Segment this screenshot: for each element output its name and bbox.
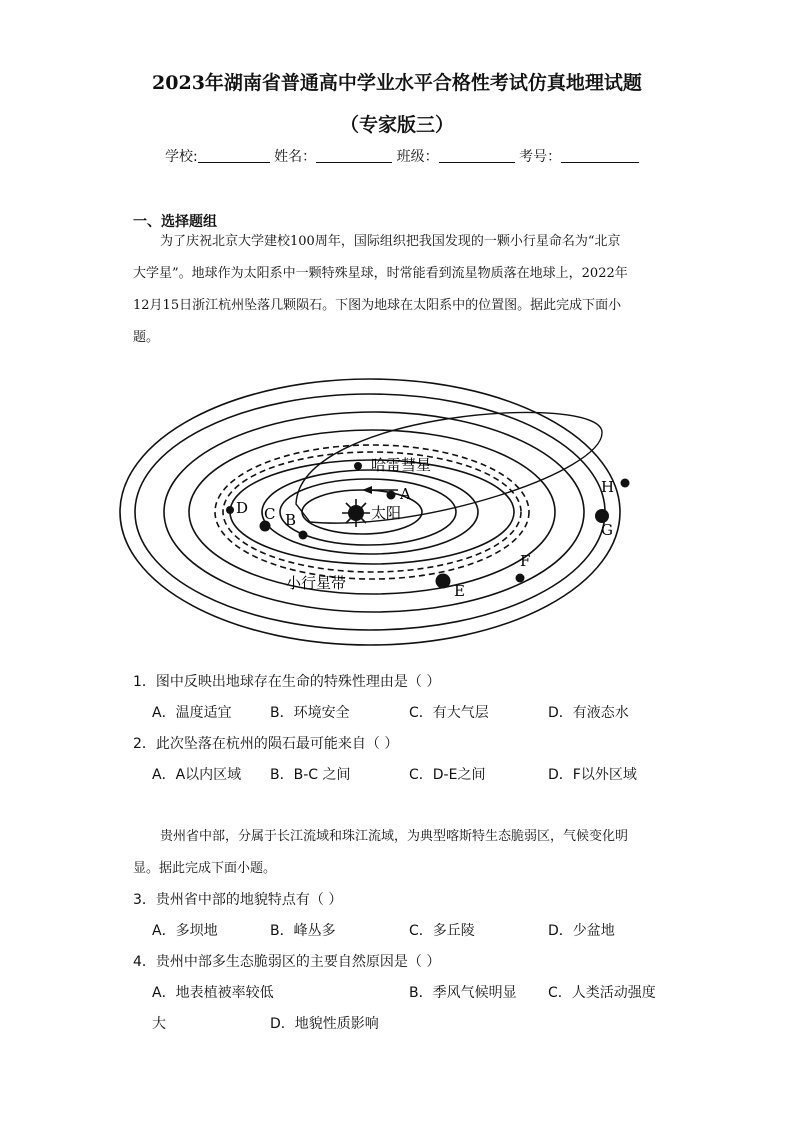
planet-g-label: G (601, 521, 613, 539)
question-4-option-a[interactable]: A．地表植被率较低 (152, 985, 274, 1001)
question-1-option-d[interactable]: D．有液态水 (548, 705, 629, 721)
planet-f (516, 574, 525, 583)
asteroid-belt-label: 小行星带 (286, 574, 347, 592)
question-4-stem: 4．贵州中部多生态脆弱区的主要自然原因是（ ） (133, 954, 441, 970)
question-2-option-c[interactable]: C．D-E之间 (409, 767, 486, 783)
planet-e-label: E (454, 582, 465, 600)
class-blank (439, 148, 515, 163)
section-heading: 一、选择题组 (133, 214, 217, 230)
planet-a (387, 491, 396, 500)
question-3-option-a[interactable]: A．多坝地 (152, 923, 218, 939)
planet-e (436, 574, 451, 589)
passage-2-line: 显。据此完成下面小题。 (133, 861, 277, 876)
question-2-option-d[interactable]: D．F以外区域 (548, 767, 637, 783)
question-3-stem: 3．贵州省中部的地貌特点有（ ） (133, 892, 343, 908)
planet-h (621, 479, 630, 488)
sun-label: 太阳 (371, 504, 402, 522)
planet-a-label: A (400, 485, 411, 503)
question-1-option-b[interactable]: B．环境安全 (270, 705, 350, 721)
comet-label: 哈雷彗星 (371, 456, 432, 474)
exam-title: 2023年湖南省普通高中学业水平合格性考试仿真地理试题 (152, 72, 642, 94)
question-4-option-d[interactable]: D．地貌性质影响 (270, 1016, 379, 1032)
exam-number-blank (561, 148, 639, 163)
question-1-option-a[interactable]: A．温度适宜 (152, 705, 232, 721)
question-1-stem: 1．图中反映出地球存在生命的特殊性理由是（ ） (133, 674, 441, 690)
passage-2-line: 贵州省中部，分属于长江流域和珠江流域，为典型喀斯特生态脆弱区，气候变化明 (160, 829, 629, 844)
question-3-option-d[interactable]: D．少盆地 (548, 923, 615, 939)
orbit-h (120, 379, 620, 645)
name-blank (316, 148, 392, 163)
planet-d (226, 506, 234, 514)
question-4-option-c-wrap: 大 (152, 1016, 166, 1032)
student-info-line (165, 146, 639, 166)
question-3-option-b[interactable]: B．峰丛多 (270, 923, 336, 939)
passage-2 (133, 821, 673, 885)
passage-1 (133, 226, 673, 354)
question-2-option-a[interactable]: A．A以内区域 (152, 767, 242, 783)
planet-f-label: F (520, 552, 531, 570)
class-label: 班级： (396, 149, 439, 165)
planet-d-label: D (236, 499, 249, 517)
planet-c-label: C (264, 505, 276, 523)
passage-1-line: 为了庆祝北京大学建校100周年，国际组织把我国发现的一颗小行星命名为“北京 (160, 234, 621, 249)
sun-icon (342, 499, 370, 527)
school-label: 学校: (165, 149, 198, 165)
passage-1-line: 12月15日浙江杭州坠落几颗陨石。下图为地球在太阳系中的位置图。据此完成下面小 (133, 298, 622, 313)
question-4-option-b[interactable]: B．季风气候明显 (409, 985, 517, 1001)
exam-subtitle: （专家版三） (339, 114, 454, 136)
question-4-option-c[interactable]: C．人类活动强度 (548, 985, 656, 1001)
question-1-option-c[interactable]: C．有大气层 (409, 705, 489, 721)
passage-1-line: 大学星”。地球作为太阳系中一颗特殊星球，时常能看到流星物质落在地球上，2022年 (133, 266, 628, 281)
planet-b-label: B (285, 511, 297, 529)
question-2-option-b[interactable]: B．B-C 之间 (270, 767, 351, 783)
passage-1-line: 题。 (133, 330, 160, 345)
exam-number-label: 考号： (519, 149, 562, 165)
planet-h-label: H (601, 478, 615, 496)
planet-b (299, 531, 308, 540)
halley-comet (354, 462, 362, 470)
question-3-option-c[interactable]: C．多丘陵 (409, 923, 475, 939)
name-label: 姓名： (274, 149, 317, 165)
solar-system-figure (0, 352, 794, 682)
question-2-stem: 2．此次坠落在杭州的陨石最可能来自（ ） (133, 736, 399, 752)
school-blank (198, 148, 270, 163)
